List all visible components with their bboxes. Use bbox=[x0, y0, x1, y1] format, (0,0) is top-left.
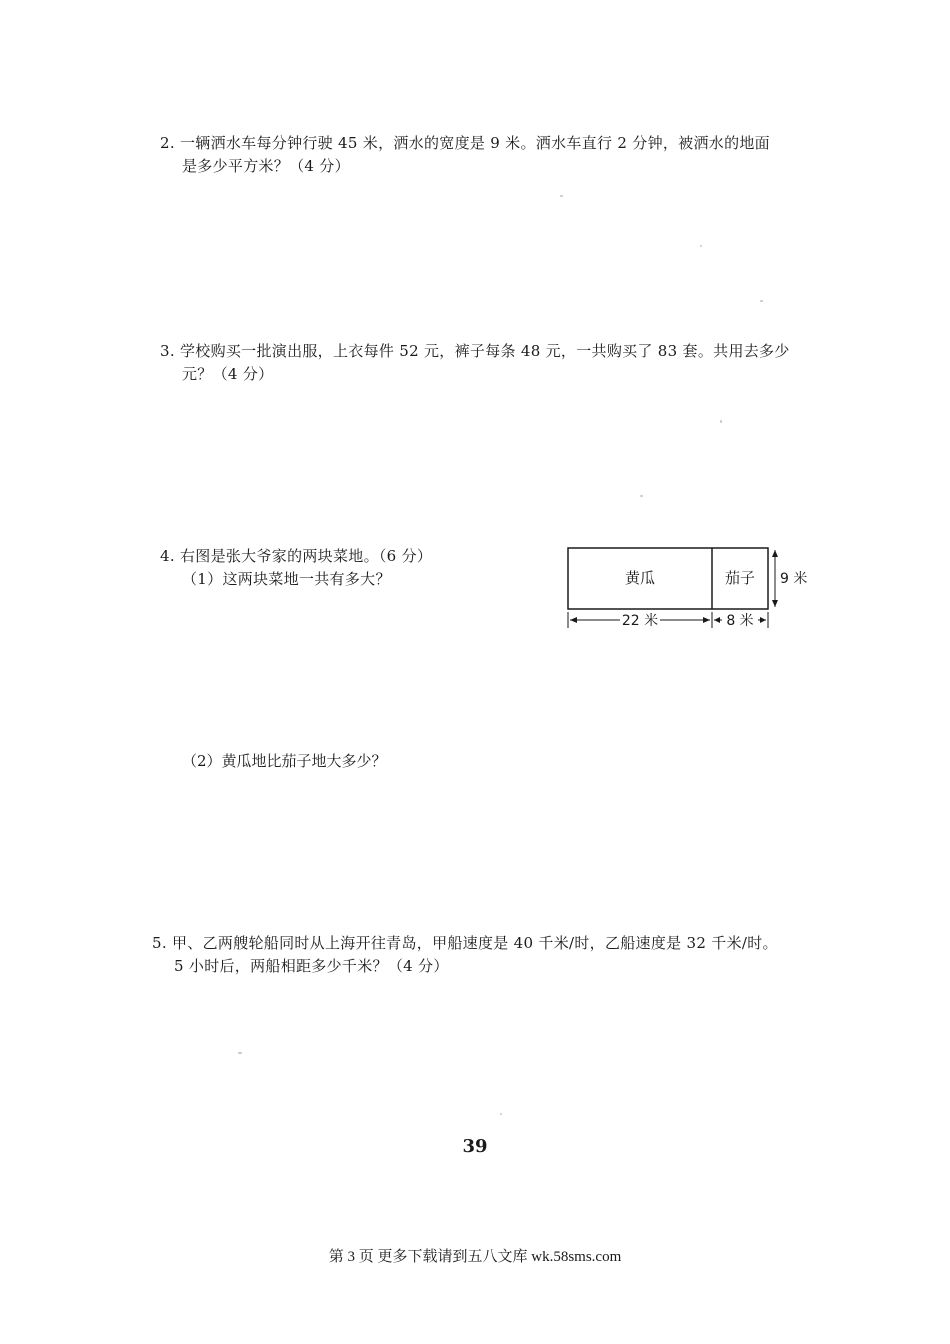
scan-speck bbox=[238, 1052, 242, 1054]
height-arrow-top-icon bbox=[772, 550, 778, 557]
question-5-line-1: 5. 甲、乙两艘轮船同时从上海开往青岛，甲船速度是 40 千米/时，乙船速度是 32 千米/时。 bbox=[152, 934, 778, 952]
question-2-line-2: 是多少平方米？（4 分） bbox=[182, 157, 350, 175]
question-5 bbox=[152, 932, 812, 978]
question-3-line-2: 元？（4 分） bbox=[182, 365, 274, 383]
scan-speck bbox=[500, 1113, 502, 1115]
page-number: 39 bbox=[462, 1136, 488, 1157]
question-4-part-1: （1）这两块菜地一共有多大？ bbox=[182, 570, 391, 588]
question-3-line-1: 3. 学校购买一批演出服，上衣每件 52 元，裤子每条 48 元，一共购买了 83 套。共用去多少 bbox=[160, 342, 790, 360]
scan-speck bbox=[560, 195, 563, 197]
question-4 bbox=[160, 545, 540, 591]
cucumber-field-label: 黄瓜 bbox=[624, 569, 656, 587]
question-2 bbox=[160, 132, 810, 178]
width-right-label: 8 米 bbox=[726, 613, 754, 629]
question-4-line-1: 4. 右图是张大爷家的两块菜地。（6 分） bbox=[160, 547, 433, 565]
question-3 bbox=[160, 340, 810, 386]
scan-speck bbox=[720, 420, 722, 423]
download-footer: 第 3 页 更多下载请到五八文库 wk.58sms.com bbox=[328, 1249, 622, 1265]
width-right-arrow-end-icon bbox=[760, 617, 766, 623]
scan-speck bbox=[760, 300, 763, 302]
field-diagram bbox=[560, 540, 810, 635]
scan-speck bbox=[640, 495, 643, 497]
question-5-line-2: 5 小时后，两船相距多少千米？（4 分） bbox=[174, 957, 449, 975]
question-4-part-2: （2）黄瓜地比茄子地大多少？ bbox=[182, 752, 387, 770]
width-right-arrow-start-icon bbox=[714, 617, 720, 623]
height-label: 9 米 bbox=[780, 571, 808, 587]
width-left-arrow-start-icon bbox=[570, 617, 577, 623]
width-left-arrow-end-icon bbox=[703, 617, 710, 623]
question-2-line-1: 2. 一辆洒水车每分钟行驶 45 米，洒水的宽度是 9 米。洒水车直行 2 分钟，被洒水的地面 bbox=[160, 134, 770, 152]
height-arrow-bottom-icon bbox=[772, 600, 778, 607]
eggplant-field-label: 茄子 bbox=[724, 569, 756, 587]
width-left-label: 22 米 bbox=[621, 613, 659, 629]
scan-speck bbox=[700, 245, 702, 247]
